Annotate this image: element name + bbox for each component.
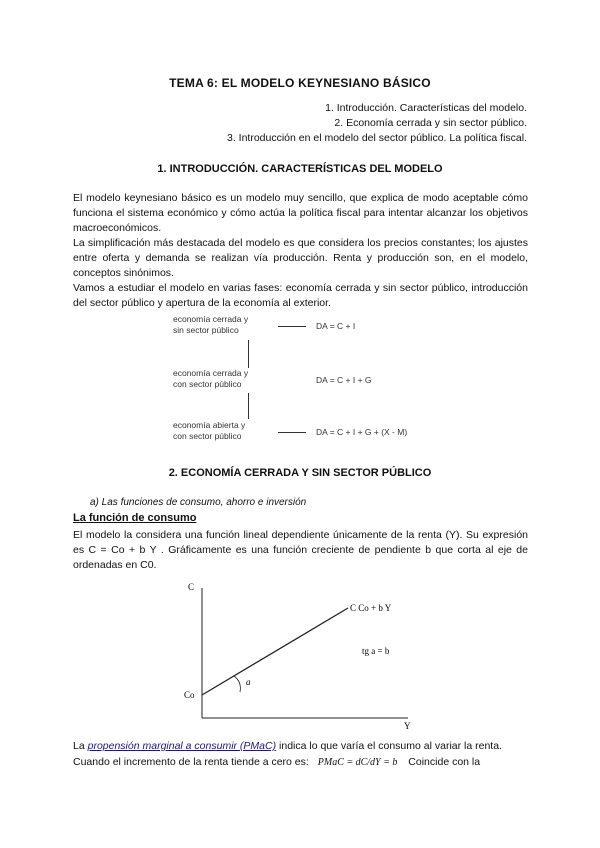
line-label: C Co + b Y — [350, 603, 392, 613]
paragraph-intro: El modelo keynesiano básico es un modelo muy sencillo, que explica de modo aceptable cómo funciona el sistema económico y cómo actúa la política fiscal para intentar alcanzar los objetivos macroeconómicos. — [73, 192, 528, 234]
angle-arc — [234, 676, 240, 692]
subsection-heading: a) Las funciones de consumo, ahorro e inversión — [90, 497, 307, 508]
section-2-heading: 2. ECONOMÍA CERRADA Y SIN SECTOR PÚBLICO — [168, 467, 432, 479]
consumption-graph — [180, 578, 420, 730]
x-axis-label: Y — [404, 721, 411, 730]
stage-2-equation: DA = C + I + G — [316, 375, 372, 385]
connector-line — [248, 393, 249, 419]
angle-label: a — [246, 677, 251, 687]
paragraph-pmc: La propensión marginal a consumir (PMaC) indica lo que varía el consumo al variar la renta. — [73, 740, 502, 752]
stage-3-equation: DA = C + I + G + (X - M) — [316, 427, 408, 437]
toc-item-3: 3. Introducción en el modelo del sector público. La política fiscal. — [226, 132, 527, 144]
stage-1-label: economía cerrada y sin sector público — [173, 314, 249, 335]
paragraph-simplification: La simplificación más destacada del modelo es que considera los precios constantes; los ajustes entre oferta y demanda se realizan vía producción. Renta y producción son, en el modelo, conceptos sinónimos. — [73, 237, 528, 279]
consumption-function-heading: La función de consumo — [73, 512, 197, 524]
pmc-link[interactable]: propensión marginal a consumir (PMaC) — [87, 740, 277, 752]
connector-line — [278, 326, 306, 327]
stage-2-label: economía cerrada y con sector público — [173, 368, 249, 389]
section-1-heading: 1. INTRODUCCIÓN. CARACTERÍSTICAS DEL MODELO — [157, 163, 443, 175]
stage-3-label: economía abierta y con sector público — [173, 420, 246, 441]
paragraph-phases: Vamos a estudiar el modelo en varias fases: economía cerrada y sin sector público, introducción del sector público y apertura de la economía al exterior. — [73, 282, 528, 309]
connector-line — [248, 340, 249, 368]
paragraph-pmc-line2: Cuando el incremento de la renta tiende a cero es: PMaC = dC/dY = b Coincide con la — [73, 756, 481, 768]
toc-item-1: 1. Introducción. Características del modelo. — [325, 102, 527, 114]
slope-note: tg a = b — [362, 646, 390, 656]
toc-item-2: 2. Economía cerrada y sin sector público. — [334, 117, 527, 129]
stage-1-equation: DA = C + I — [316, 321, 356, 331]
document-title: TEMA 6: EL MODELO KEYNESIANO BÁSICO — [169, 76, 431, 90]
paragraph-consumption: El modelo la considera una función lineal dependiente únicamente de la renta (Y). Su expresión es C = Co + b Y . Gráficamente es una función creciente de pendiente b que corta al eje de ordenadas en C0. — [73, 529, 528, 571]
y-axis-label: C — [188, 582, 195, 592]
intercept-label: Co — [184, 690, 195, 700]
phases-diagram — [170, 310, 440, 445]
pmc-formula: PMaC = dC/dY = b — [317, 757, 398, 768]
consumption-line — [202, 608, 348, 695]
connector-line — [278, 432, 306, 433]
